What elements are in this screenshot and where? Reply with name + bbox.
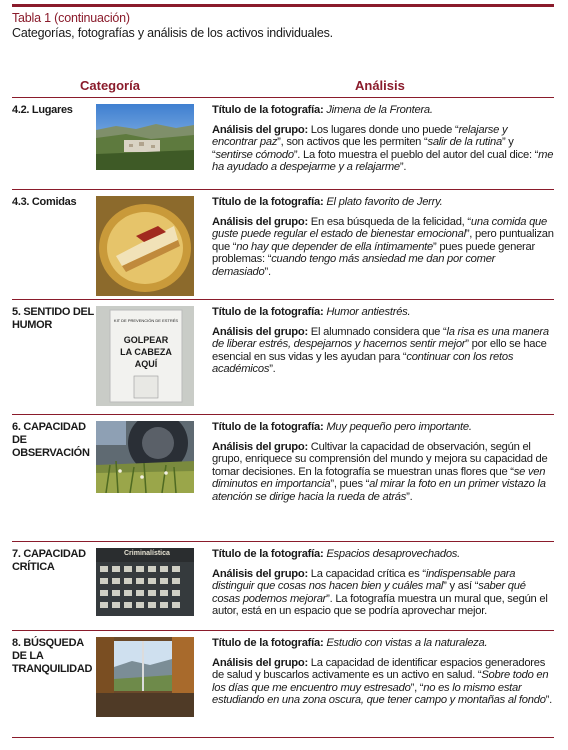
analysis-text: sentirse cómodo xyxy=(215,148,294,161)
category-label: 6. CAPACIDAD DE OBSERVACIÓN xyxy=(12,421,90,459)
analysis-text: ” por ello se hace esencial en sus vidas y les ayudan para “ xyxy=(212,338,547,363)
analysis-text: La capacidad crítica es “ xyxy=(307,567,426,580)
analysis-text: ”. xyxy=(269,363,276,376)
photo-title-label: Título de la fotografía: xyxy=(212,306,324,318)
analysis-text: ”. xyxy=(545,694,553,707)
analysis-text: En esa búsqueda de la felicidad, “ xyxy=(307,215,471,228)
analysis-text: ”, pero puntualizan que “ xyxy=(212,228,554,253)
photo-title: El plato favorito de Jerry. xyxy=(326,196,443,208)
category-label: 4.2. Lugares xyxy=(12,104,73,116)
photo-title: Humor antiestrés. xyxy=(326,306,411,318)
sign-main-text: GOLPEAR LA CABEZA AQUÍ xyxy=(120,335,172,369)
analysis-text: me ha ayudado a despejarme y a relajarme xyxy=(212,148,554,174)
analysis-text: ”, “ xyxy=(410,681,424,694)
analysis-text: cuando tengo más ansiedad me dan por comer demasiado xyxy=(212,253,496,278)
analysis-text: saber qué cosas podemos mejorar xyxy=(212,580,526,605)
analysis-cell xyxy=(212,104,554,181)
analysis-text: se ven diminutos en importancia xyxy=(212,465,546,491)
table-row-capacidad-de-observacion xyxy=(12,415,554,542)
table-caption-title: Tabla 1 (continuación) xyxy=(12,11,130,25)
analysis-text: ”. xyxy=(264,265,271,278)
analysis-text: ”, son activos que les permiten “ xyxy=(277,136,428,149)
group-analysis-label: Análisis del grupo: xyxy=(212,440,308,453)
photo-title: Jimena de la Frontera. xyxy=(326,104,433,116)
analysis-cell xyxy=(212,421,554,511)
photo-mural xyxy=(96,548,194,616)
group-analysis-label: Análisis del grupo: xyxy=(212,567,308,580)
analysis-text: no es lo mismo estar estudiando en una zona oscura, que tener campo y montañas al fondo xyxy=(212,681,546,707)
column-header-category: Categoría xyxy=(80,78,140,93)
group-analysis-label: Análisis del grupo: xyxy=(212,215,308,228)
table-row-comidas xyxy=(12,190,554,300)
photo-flowers-wheel xyxy=(96,421,194,493)
row-rule xyxy=(12,737,554,738)
table-row-lugares xyxy=(12,98,554,190)
photo-title-label: Título de la fotografía: xyxy=(212,104,324,116)
analysis-text: indispensable para distinguir que cosas nos hacen bien y cuáles mal xyxy=(212,567,516,593)
analysis-text: Sobre todo en los días que me encuentro muy estresado xyxy=(212,669,549,694)
analysis-text: ”. xyxy=(399,161,407,174)
table-row-sentido-del-humor xyxy=(12,300,554,415)
analysis-text: Los lugares donde uno puede “ xyxy=(307,123,459,136)
photo-village xyxy=(96,104,194,170)
top-rule xyxy=(12,4,554,7)
table-caption-subtitle: Categorías, fotografías y análisis de los activos individuales. xyxy=(12,26,333,40)
analysis-text: ”. xyxy=(406,490,413,503)
photo-title: Muy pequeño pero importante. xyxy=(326,421,472,433)
group-analysis-label: Análisis del grupo: xyxy=(212,325,308,338)
analysis-text: una comida que guste puede regular el estado de bienestar emocional xyxy=(212,215,547,241)
analysis-cell xyxy=(212,548,554,625)
analysis-text: ” y así “ xyxy=(443,580,479,593)
table-row-capacidad-critica xyxy=(12,542,554,631)
analysis-text: salir de la rutina xyxy=(427,136,502,149)
photo-title-label: Título de la fotografía: xyxy=(212,421,324,433)
analysis-text: ” y “ xyxy=(212,136,514,161)
photo-title-label: Título de la fotografía: xyxy=(212,637,324,649)
analysis-text: continuar con los retos académicos xyxy=(212,350,514,376)
photo-title: Espacios desaprovechados. xyxy=(326,548,461,560)
analysis-text: la risa es una manera de liberar estrés, despejarnos y hacernos sentir mejor xyxy=(212,325,549,351)
photo-title-label: Título de la fotografía: xyxy=(212,548,324,560)
photo-stress-sign xyxy=(96,306,194,406)
analysis-text: no hay que depender de ella íntimamente xyxy=(236,240,433,253)
analysis-text: Cultivar la capacidad de observación, según el grupo, enriquece su comprensión del mundo y mejora su capacidad de tomar decisiones. En la fotografía se muestran unas flores que “ xyxy=(212,440,548,478)
category-label: 7. CAPACIDAD CRÍTICA xyxy=(12,548,86,573)
analysis-text: ”. La fotografía muestra un mural que, según el autor, está en un espacio que se podría aprovechar mejor. xyxy=(212,592,548,618)
group-analysis-label: Análisis del grupo: xyxy=(212,656,308,669)
group-analysis-label: Análisis del grupo: xyxy=(212,123,308,136)
analysis-cell xyxy=(212,306,554,383)
analysis-text: El alumnado considera que “ xyxy=(307,325,447,338)
photo-window-view xyxy=(96,637,194,717)
analysis-text: ”. La foto muestra el pueblo del autor del cual dice: “ xyxy=(293,148,539,161)
category-label: 4.3. Comidas xyxy=(12,196,77,208)
sign-small-text: KIT DE PREVENCIÓN DE ESTRÉS xyxy=(113,318,179,323)
table-row-busqueda-de-la-tranquilidad xyxy=(12,631,554,738)
analysis-cell xyxy=(212,637,554,714)
analysis-text: La capacidad de identificar espacios generadores de salud y buscarlos activamente es un activo en salud. “ xyxy=(212,656,546,682)
mural-sign-text: Criminalística xyxy=(124,550,170,557)
photo-cake-plate xyxy=(96,196,194,296)
analysis-text: al mirar la foto en un primer vistazo la atención se dirige hacia la rueda de atrás xyxy=(212,478,546,503)
category-label: 5. SENTIDO DEL HUMOR xyxy=(12,306,94,331)
analysis-cell xyxy=(212,196,554,286)
photo-title-label: Título de la fotografía: xyxy=(212,196,324,208)
analysis-text: ”, pues “ xyxy=(330,478,370,491)
category-label: 8. BÚSQUEDA DE LA TRANQUILIDAD xyxy=(12,637,93,675)
column-header-analysis: Análisis xyxy=(355,78,405,93)
analysis-text: relajarse y encontrar paz xyxy=(212,123,508,149)
photo-title: Estudio con vistas a la naturaleza. xyxy=(326,637,488,649)
analysis-text: ” pues puede generar problemas: “ xyxy=(212,240,535,266)
